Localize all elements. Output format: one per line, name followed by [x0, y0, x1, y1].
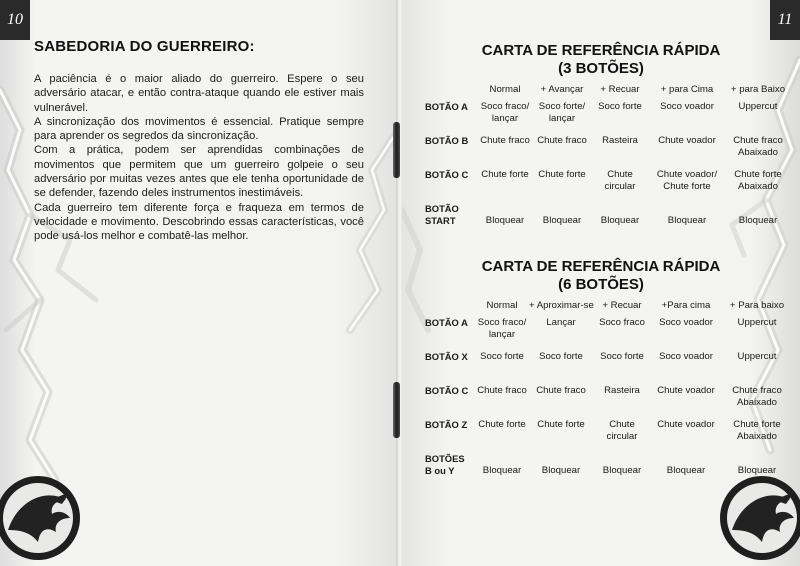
table-cell: Bloquear [738, 215, 778, 226]
section-title: SABEDORIA DO GUERREIRO: [34, 38, 255, 55]
row-label: BOTÃO A [425, 317, 468, 328]
table-cell: Chute forte [481, 169, 529, 180]
table-cell: Chute circular [604, 169, 636, 192]
table-cell: Chute fraco [480, 135, 530, 146]
row-label-line: BOTÕES [425, 453, 465, 464]
row-label-line: B ou Y [425, 465, 455, 476]
card-title-6-buttons [402, 258, 800, 294]
table-cell: Bloquear [737, 465, 777, 476]
row-label: BOTÃO B [425, 135, 469, 146]
row-label: BOTÃO A [425, 101, 468, 112]
left-page [0, 0, 398, 566]
card-title-3-buttons [402, 42, 800, 78]
table-cell: Bloquear [667, 215, 707, 226]
column-header: + Recuar [602, 300, 642, 311]
table-cell: Chute forte Abaixado [734, 169, 782, 192]
page-number-right: 11 [770, 0, 800, 40]
paragraph: Cada guerreiro tem diferente força e fraqueza em termos de velocidade e movimento. Descobrindo essas características, você pode usá-los melhor e combatê-las melhor. [34, 201, 364, 243]
table-row [424, 169, 792, 203]
paragraph: A sincronização dos movimentos é essencial. Pratique sempre para aprender os segredos da sincronização. [34, 115, 364, 143]
row-label-line: START [425, 215, 456, 226]
table-cell: Uppercut [738, 101, 778, 112]
card-title-line: CARTA DE REFERÊNCIA RÁPIDA [481, 42, 721, 59]
table-cell: Soco fraco/ lançar [480, 101, 530, 124]
table-cell: Soco fraco [599, 317, 645, 328]
table-cell: Bloquear [541, 465, 581, 476]
mortal-kombat-dragon-icon [708, 470, 800, 562]
table-cell: Chute fraco [536, 385, 586, 396]
table-cell: Soco voador [659, 317, 713, 328]
table-cell: Bloquear [482, 465, 522, 476]
table-row [424, 385, 792, 419]
table-cell: Soco forte [600, 351, 644, 362]
table-cell: Rasteira [602, 135, 638, 146]
row-label [424, 203, 476, 227]
table-cell: Bloquear [602, 465, 642, 476]
staple [393, 382, 400, 438]
table-cell: Soco fraco/ lançar [477, 317, 527, 340]
table-row [424, 317, 792, 351]
table-header-row [424, 84, 792, 101]
paragraph: Com a prática, podem ser aprendidas combinações de movimentos que permitem que um guerreiro golpeie o seu adversário por muitas vezes antes que ele tenha oportunidade de se defender, fazendo deles instrumentos inestimáveis. [34, 144, 364, 200]
row-label-line: BOTÃO [425, 203, 459, 214]
reference-table-6-buttons [424, 300, 792, 477]
table-cell: Soco forte/ lançar [538, 101, 586, 124]
table-cell: Chute fraco [477, 385, 527, 396]
mortal-kombat-dragon-icon [0, 470, 92, 562]
table-cell: Bloquear [666, 465, 706, 476]
table-cell: Chute forte Abaixado [733, 419, 781, 442]
table-header-row [424, 300, 792, 317]
table-cell: Soco voador [660, 101, 714, 112]
row-label: BOTÃO C [425, 169, 469, 180]
table-cell: Chute fraco [537, 135, 587, 146]
table-cell: Uppercut [737, 317, 777, 328]
table-cell: Chute forte [538, 169, 586, 180]
table-cell: Lançar [546, 317, 576, 328]
staple [393, 122, 400, 178]
column-header: +Para cima [661, 300, 711, 311]
column-header-empty [424, 300, 476, 317]
paragraph: A paciência é o maior aliado do guerreiro. Espere o seu adversário atacar, e então contra-ataque quando ele estiver mais vulnerável. [34, 73, 364, 114]
table-cell: Chute voador/ Chute forte [656, 169, 718, 192]
table-row [424, 419, 792, 453]
table-cell: Soco forte [480, 351, 524, 362]
warrior-wisdom-text [34, 72, 364, 244]
table-row [424, 351, 792, 385]
column-header: + Aproximar-se [529, 300, 594, 311]
card-title-line: CARTA DE REFERÊNCIA RÁPIDA [481, 258, 721, 275]
table-cell: Chute fraco Abaixado [733, 135, 783, 158]
table-row [424, 101, 792, 135]
card-title-line: (3 BOTÕES) [558, 60, 644, 77]
table-cell: Chute voador [658, 135, 716, 146]
table-cell: Uppercut [737, 351, 777, 362]
right-page [402, 0, 800, 566]
row-label: BOTÃO C [425, 385, 469, 396]
reference-table-3-buttons [424, 84, 792, 227]
row-label: BOTÃO X [425, 351, 468, 362]
table-row [424, 203, 792, 227]
card-title-line: (6 BOTÕES) [558, 276, 644, 293]
table-cell: Chute fraco Abaixado [732, 385, 782, 408]
column-header: + Para baixo [729, 300, 785, 311]
table-cell: Bloquear [600, 215, 640, 226]
table-cell: Bloquear [485, 215, 525, 226]
table-cell: Soco forte [539, 351, 583, 362]
column-header: + Recuar [600, 84, 640, 95]
table-cell: Chute forte [537, 419, 585, 430]
table-cell: Soco forte [598, 101, 642, 112]
table-cell: Chute voador [657, 419, 715, 430]
table-cell: Soco voador [659, 351, 713, 362]
row-label [424, 453, 476, 477]
table-cell: Rasteira [604, 385, 640, 396]
column-header: Normal [486, 300, 518, 311]
row-label: BOTÃO Z [425, 419, 468, 430]
column-header: + para Baixo [730, 84, 786, 95]
column-header-empty [424, 84, 476, 101]
table-cell: Chute forte [478, 419, 526, 430]
column-header: Normal [489, 84, 521, 95]
table-cell: Chute circular [606, 419, 638, 442]
table-row [424, 135, 792, 169]
table-cell: Chute voador [657, 385, 715, 396]
page-number-left: 10 [0, 0, 30, 40]
table-cell: Bloquear [542, 215, 582, 226]
column-header: + Avançar [540, 84, 584, 95]
column-header: + para Cima [660, 84, 714, 95]
